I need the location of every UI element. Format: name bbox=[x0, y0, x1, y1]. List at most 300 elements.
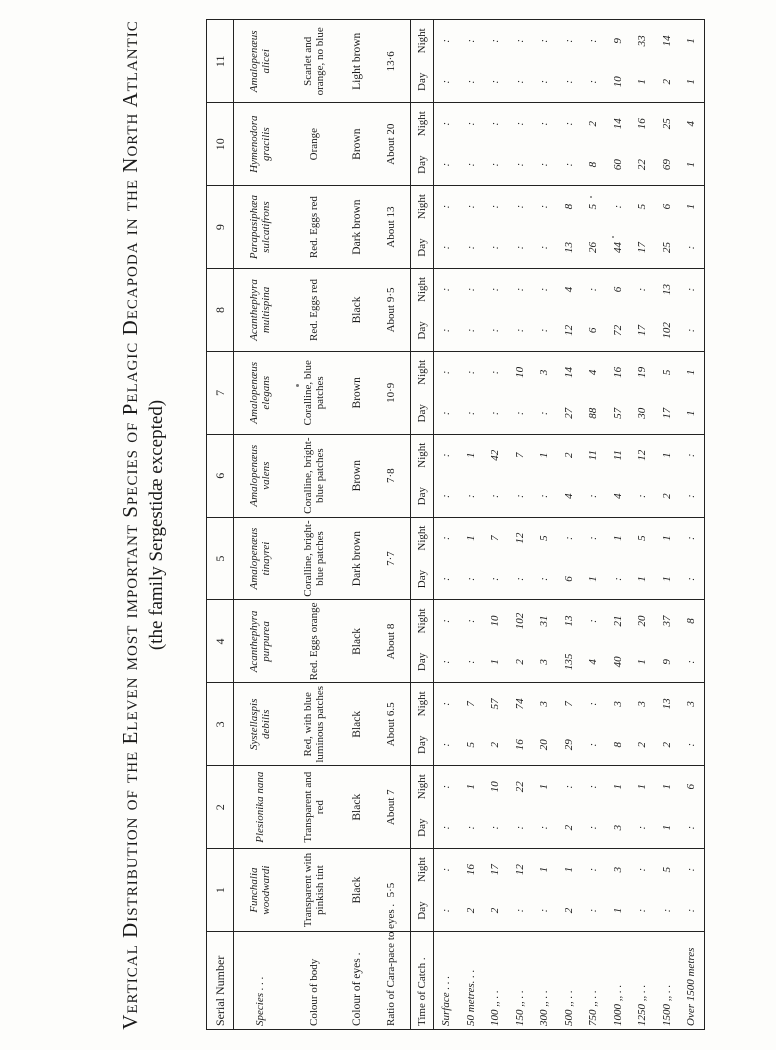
catch-count-cell: : bbox=[464, 287, 477, 292]
catch-count-cell: 69 bbox=[655, 144, 680, 185]
catch-count-cell: : bbox=[532, 559, 557, 600]
catch-count-cell: : bbox=[434, 724, 459, 765]
time-day-cell: Day bbox=[411, 144, 434, 185]
species-eyes-cell: Brown bbox=[342, 103, 372, 186]
species-colour-cell: Coralline, bright-blue patches bbox=[286, 517, 342, 600]
catch-count-cell: 4 bbox=[557, 476, 582, 517]
row-label-time: Time of Catch . bbox=[411, 932, 434, 1030]
catch-count-cell: 2 bbox=[483, 890, 508, 931]
time-night-cell: Night bbox=[411, 269, 434, 310]
catch-count-cell: 2 bbox=[557, 890, 582, 931]
species-serial-cell: 4 bbox=[207, 600, 234, 683]
catch-count-cell: : bbox=[508, 310, 533, 351]
catch-count-cell: 10 bbox=[489, 781, 502, 793]
catch-count-cell: 42 bbox=[489, 449, 502, 461]
catch-count-cell: : bbox=[459, 61, 484, 102]
time-day-cell: Day bbox=[411, 476, 434, 517]
catch-count-cell: 57 bbox=[606, 393, 631, 434]
species-species-cell: Amalopenæus tinayrei bbox=[234, 517, 287, 600]
catch-count-cell: : bbox=[587, 784, 600, 789]
species-colour-cell: Red, with blue luminous patches bbox=[286, 683, 342, 766]
catch-count-cell: : bbox=[464, 121, 477, 126]
catch-count-cell: : bbox=[587, 619, 600, 623]
catch-count-cell: : bbox=[508, 393, 533, 434]
species-ratio-cell: 7·8 bbox=[372, 434, 411, 517]
catch-count-cell: : bbox=[630, 890, 655, 931]
catch-count-cell: 10 bbox=[606, 61, 631, 102]
species-serial-cell: 5 bbox=[207, 517, 234, 600]
catch-count-cell: 8 bbox=[581, 144, 606, 185]
catch-count-cell: 1 bbox=[660, 452, 673, 458]
catch-count-cell: 1 bbox=[685, 203, 698, 210]
catch-count-cell: 5 bbox=[459, 724, 484, 765]
time-day-cell: Day bbox=[411, 227, 434, 268]
catch-count-cell: : bbox=[483, 310, 508, 351]
depth-label: Surface . . . bbox=[440, 975, 453, 1026]
catch-count-cell: : bbox=[562, 536, 575, 540]
species-species-cell: Acanthephyra purpurea bbox=[234, 600, 287, 683]
depth-row bbox=[606, 20, 631, 1030]
catch-count-cell: 14 bbox=[611, 118, 624, 130]
catch-count-cell: : bbox=[434, 310, 459, 351]
catch-count-cell: 7 bbox=[562, 701, 575, 707]
catch-count-cell: 22 bbox=[630, 144, 655, 185]
catch-count-cell: : bbox=[679, 807, 704, 848]
species-colour-cell: Coralline, bright-blue patches bbox=[286, 434, 342, 517]
catch-count-cell: 1 bbox=[611, 783, 624, 790]
catch-count-cell: 12 bbox=[557, 310, 582, 351]
catch-count-cell: 12 bbox=[513, 532, 526, 544]
catch-count-cell: 5 bbox=[636, 203, 649, 210]
species-serial-cell: 11 bbox=[207, 20, 234, 103]
catch-count-cell: : bbox=[434, 890, 459, 931]
species-ratio-cell: 7·7 bbox=[372, 517, 411, 600]
species-colour-cell: Orange bbox=[286, 103, 342, 186]
catch-count-cell: 2 bbox=[483, 724, 508, 765]
catch-count-cell: : bbox=[459, 393, 484, 434]
catch-count-cell: 2 bbox=[557, 807, 582, 848]
species-serial-cell: 1 bbox=[207, 849, 234, 932]
catch-count-cell: 2 bbox=[630, 724, 655, 765]
catch-count-cell: : bbox=[587, 702, 600, 706]
row-label-species: Species . . . bbox=[254, 976, 266, 1026]
catch-count-cell: 20 bbox=[532, 724, 557, 765]
row-label-colour: Colour of body bbox=[308, 958, 320, 1026]
catch-count-cell: 3 bbox=[685, 701, 698, 707]
catch-count-cell: 11 bbox=[611, 450, 624, 461]
catch-count-cell: 135 bbox=[557, 641, 582, 682]
catch-count-cell: 102 bbox=[655, 310, 680, 351]
catch-count-cell: : bbox=[508, 61, 533, 102]
catch-count-cell: 3 bbox=[611, 701, 624, 707]
depth-label: 100 ,, . . bbox=[489, 990, 502, 1026]
catch-count-cell: 8 bbox=[685, 618, 698, 624]
species-species-cell: Hymenodora gracilis bbox=[234, 103, 287, 186]
time-night-cell: Night bbox=[411, 434, 434, 475]
catch-count-cell: : bbox=[440, 784, 453, 789]
catch-count-cell: 7 bbox=[464, 701, 477, 707]
catch-count-cell: 1 bbox=[538, 783, 551, 790]
species-eyes-cell: Light brown bbox=[342, 20, 372, 103]
catch-count-cell: 1 bbox=[581, 559, 606, 600]
species-colour-cell: Red. Eggs red bbox=[286, 186, 342, 269]
catch-count-cell: 16 bbox=[508, 724, 533, 765]
catch-count-cell: 5 bbox=[636, 535, 649, 541]
catch-count-cell: 37 bbox=[660, 615, 673, 627]
catch-count-cell: 17 bbox=[630, 310, 655, 351]
catch-count-cell: : bbox=[581, 724, 606, 765]
catch-count-cell: 19 bbox=[636, 366, 649, 378]
time-night-cell: Night bbox=[411, 186, 434, 227]
catch-count-cell: : bbox=[679, 476, 704, 517]
catch-count-cell: 33 bbox=[636, 35, 649, 47]
catch-count-cell: : bbox=[508, 559, 533, 600]
catch-count-cell: 17 bbox=[630, 227, 655, 268]
species-serial-cell: 8 bbox=[207, 269, 234, 352]
catch-count-cell: : bbox=[679, 227, 704, 268]
catch-count-cell: : bbox=[459, 476, 484, 517]
catch-count-cell: 1 bbox=[685, 369, 698, 376]
catch-count-cell: : bbox=[489, 204, 502, 209]
depth-label: 150 ,, . . bbox=[513, 990, 526, 1026]
colour-row bbox=[286, 20, 342, 1030]
catch-count-cell: 7 bbox=[513, 452, 526, 458]
catch-count-cell: : bbox=[440, 453, 453, 458]
catch-count-cell: : bbox=[440, 370, 453, 375]
catch-count-cell: : bbox=[532, 393, 557, 434]
catch-count-cell: : bbox=[434, 61, 459, 102]
depth-label: Over 1500 metres bbox=[685, 947, 698, 1026]
catch-count-cell: : bbox=[587, 867, 600, 872]
time-night-cell: Night bbox=[411, 103, 434, 144]
catch-count-cell: : bbox=[679, 641, 704, 682]
catch-count-cell: 6 bbox=[581, 310, 606, 351]
catch-count-cell: 1 bbox=[636, 783, 649, 790]
catch-count-cell: 1 bbox=[679, 61, 704, 102]
catch-count-cell: : bbox=[440, 39, 453, 43]
catch-count-cell: : bbox=[464, 370, 477, 375]
catch-count-cell: : bbox=[636, 867, 649, 872]
catch-count-cell: : bbox=[532, 227, 557, 268]
depth-row bbox=[459, 20, 484, 1030]
species-eyes-cell: Black bbox=[342, 766, 372, 849]
catch-count-cell: : bbox=[636, 287, 649, 292]
catch-count-cell: : bbox=[532, 890, 557, 931]
catch-count-cell: 2 bbox=[508, 641, 533, 682]
catch-count-cell: : bbox=[630, 476, 655, 517]
catch-count-cell: : bbox=[587, 39, 600, 43]
species-colour-cell: Red. Eggs orange bbox=[286, 600, 342, 683]
depth-row bbox=[532, 20, 557, 1030]
catch-count-cell: 60 bbox=[606, 144, 631, 185]
catch-count-cell: 25 bbox=[655, 227, 680, 268]
catch-count-cell: 2 bbox=[587, 120, 600, 127]
catch-count-cell: 21 bbox=[611, 615, 624, 627]
catch-count-cell: 1 bbox=[655, 807, 680, 848]
catch-count-cell: : bbox=[587, 536, 600, 540]
catch-count-cell: : bbox=[434, 559, 459, 600]
species-species-cell: Parapasiphæa sulcatifrons bbox=[234, 186, 287, 269]
catch-count-cell: 1 bbox=[685, 38, 698, 44]
time-day-cell: Day bbox=[411, 61, 434, 102]
catch-count-cell: 13 bbox=[660, 698, 673, 710]
catch-count-cell: : bbox=[440, 287, 453, 292]
catch-count-cell: : bbox=[508, 476, 533, 517]
catch-count-cell: : bbox=[581, 61, 606, 102]
catch-count-cell: : bbox=[489, 287, 502, 292]
catch-count-cell: : bbox=[538, 39, 551, 43]
catch-count-cell: : bbox=[489, 370, 502, 375]
species-ratio-cell: About 20 bbox=[372, 103, 411, 186]
catch-count-cell: 13 bbox=[660, 283, 673, 295]
catch-count-cell: : bbox=[581, 890, 606, 931]
species-serial-cell: 7 bbox=[207, 351, 234, 434]
catch-count-cell: 9 bbox=[655, 641, 680, 682]
catch-count-cell: : bbox=[532, 61, 557, 102]
catch-count-cell: : bbox=[685, 536, 698, 540]
catch-count-cell: : bbox=[464, 619, 477, 623]
catch-count-cell: : bbox=[459, 559, 484, 600]
time-day-cell: Day bbox=[411, 890, 434, 931]
catch-count-cell: 2 bbox=[655, 476, 680, 517]
species-eyes-cell: Dark brown bbox=[342, 186, 372, 269]
species-eyes-cell: Black bbox=[342, 269, 372, 352]
catch-count-cell: 1 bbox=[606, 890, 631, 931]
catch-count-cell: : bbox=[562, 784, 575, 789]
species-species-cell: Plesionika nana bbox=[234, 766, 287, 849]
row-label-eyes: Colour of eyes . bbox=[351, 952, 363, 1026]
species-ratio-cell: 10·9 bbox=[372, 351, 411, 434]
time-day-cell: Day bbox=[411, 559, 434, 600]
species-ratio-cell: About 7 bbox=[372, 766, 411, 849]
depth-label: 300 ,, . . bbox=[538, 990, 551, 1026]
catch-count-cell: : bbox=[483, 393, 508, 434]
catch-count-cell: : bbox=[434, 641, 459, 682]
catch-count-cell: : bbox=[587, 287, 600, 292]
catch-count-cell: : bbox=[434, 227, 459, 268]
species-colour-cell: Scarlet and orange, no blue bbox=[286, 20, 342, 103]
catch-count-cell: 3 bbox=[532, 641, 557, 682]
species-species-cell: Systellaspis debilis bbox=[234, 683, 287, 766]
catch-count-cell: 13 bbox=[557, 227, 582, 268]
catch-count-cell: 12 bbox=[513, 864, 526, 876]
time-night-cell: Night bbox=[411, 20, 434, 61]
catch-count-cell: 1 bbox=[464, 452, 477, 458]
catch-count-cell: : bbox=[513, 121, 526, 126]
depth-row bbox=[655, 20, 680, 1030]
catch-count-cell: : bbox=[679, 559, 704, 600]
ratio-row bbox=[372, 20, 411, 1030]
catch-count-cell: : bbox=[508, 890, 533, 931]
catch-count-cell: : bbox=[508, 144, 533, 185]
species-eyes-cell: Dark brown bbox=[342, 517, 372, 600]
species-eyes-cell: Black bbox=[342, 600, 372, 683]
catch-count-cell: : bbox=[679, 890, 704, 931]
species-eyes-cell: Black bbox=[342, 683, 372, 766]
catch-count-cell: : bbox=[459, 807, 484, 848]
time-night-cell: Night bbox=[411, 766, 434, 807]
depth-label: 1250 ,, . . bbox=[636, 984, 649, 1026]
species-species-cell: Amalopenæus alicei bbox=[234, 20, 287, 103]
species-serial-cell: 3 bbox=[207, 683, 234, 766]
catch-count-cell: 6 bbox=[557, 559, 582, 600]
catch-count-cell: 6 bbox=[660, 203, 673, 210]
species-ratio-cell: About 6.5 bbox=[372, 683, 411, 766]
depth-row bbox=[581, 20, 606, 1030]
catch-count-cell: : bbox=[459, 641, 484, 682]
species-eyes-cell: Brown bbox=[342, 434, 372, 517]
catch-count-cell: : bbox=[538, 121, 551, 126]
catch-count-cell: 17 bbox=[655, 393, 680, 434]
rotated-content bbox=[110, 20, 698, 1030]
distribution-table-wrap bbox=[206, 20, 705, 1030]
depth-row bbox=[679, 20, 704, 1030]
catch-count-cell: : bbox=[434, 476, 459, 517]
time-night-cell: Night bbox=[411, 351, 434, 392]
catch-count-cell: : bbox=[483, 476, 508, 517]
catch-count-cell: : bbox=[508, 227, 533, 268]
catch-count-cell: 5 bbox=[587, 203, 600, 210]
catch-count-cell: : bbox=[630, 807, 655, 848]
depth-label: 1000 ,, . . bbox=[611, 984, 624, 1026]
title-block bbox=[110, 20, 188, 1030]
catch-count-cell: : bbox=[513, 287, 526, 292]
catch-count-cell: : bbox=[459, 144, 484, 185]
time-night-cell: Night bbox=[411, 600, 434, 641]
catch-count-cell: 44 bbox=[606, 227, 631, 268]
catch-count-cell: : bbox=[679, 310, 704, 351]
catch-count-cell: : bbox=[655, 890, 680, 931]
catch-count-cell: 26 bbox=[581, 227, 606, 268]
catch-count-cell: : bbox=[440, 204, 453, 209]
catch-count-cell: : bbox=[532, 476, 557, 517]
catch-count-cell: 6 bbox=[685, 783, 698, 790]
catch-count-cell: 57 bbox=[489, 698, 502, 710]
catch-count-cell: 14 bbox=[660, 35, 673, 47]
catch-count-cell: 4 bbox=[581, 641, 606, 682]
catch-count-cell: 4 bbox=[685, 120, 698, 127]
catch-count-cell: : bbox=[508, 807, 533, 848]
catch-count-cell: : bbox=[440, 702, 453, 706]
catch-count-cell: : bbox=[581, 807, 606, 848]
catch-count-cell: 1 bbox=[679, 393, 704, 434]
eyes-row bbox=[342, 20, 372, 1030]
catch-count-cell: 2 bbox=[655, 61, 680, 102]
catch-count-cell: 31 bbox=[538, 615, 551, 627]
catch-count-cell: 16 bbox=[464, 864, 477, 876]
catch-count-cell: : bbox=[459, 310, 484, 351]
page-subtitle: (the family Sergestidæ excepted) bbox=[146, 399, 167, 651]
catch-count-cell: 1 bbox=[630, 559, 655, 600]
catch-count-cell: : bbox=[562, 121, 575, 126]
catch-count-cell: 72 bbox=[606, 310, 631, 351]
species-serial-cell: 9 bbox=[207, 186, 234, 269]
catch-count-cell: 29 bbox=[557, 724, 582, 765]
catch-count-cell: 11 bbox=[587, 450, 600, 461]
species-eyes-cell: Black bbox=[342, 849, 372, 932]
catch-count-cell: 5 bbox=[538, 535, 551, 541]
time-day-cell: Day bbox=[411, 724, 434, 765]
catch-count-cell: 25 bbox=[660, 118, 673, 130]
catch-count-cell: : bbox=[557, 144, 582, 185]
depth-row bbox=[557, 20, 582, 1030]
catch-count-cell: 40 bbox=[606, 641, 631, 682]
catch-count-cell: 1 bbox=[483, 641, 508, 682]
serial-number-row bbox=[207, 20, 234, 1030]
catch-count-cell: : bbox=[434, 807, 459, 848]
catch-count-cell: : bbox=[440, 867, 453, 872]
catch-count-cell: 1 bbox=[464, 535, 477, 541]
catch-count-cell: : bbox=[557, 61, 582, 102]
catch-count-cell: 1 bbox=[679, 144, 704, 185]
depth-label: 500 ,, . . bbox=[562, 990, 575, 1026]
catch-count-cell: 1 bbox=[660, 783, 673, 790]
catch-count-cell: 8 bbox=[562, 203, 575, 210]
species-ratio-cell: 5·5 bbox=[372, 849, 411, 932]
catch-count-cell: : bbox=[562, 39, 575, 43]
catch-count-cell: 1 bbox=[660, 535, 673, 541]
time-night-cell: Night bbox=[411, 517, 434, 558]
time-day-cell: Day bbox=[411, 310, 434, 351]
species-colour-cell: Transparent and red bbox=[286, 766, 342, 849]
species-colour-cell: Red. Eggs red bbox=[286, 269, 342, 352]
catch-count-cell: 3 bbox=[538, 369, 551, 376]
catch-count-cell: : bbox=[489, 121, 502, 126]
catch-count-cell: 3 bbox=[538, 701, 551, 707]
species-colour-cell: Coralline, blue patches bbox=[286, 351, 342, 434]
catch-count-cell: 1 bbox=[464, 783, 477, 790]
species-species-cell: Amalopenæus valens bbox=[234, 434, 287, 517]
time-night-cell: Night bbox=[411, 683, 434, 724]
catch-count-cell: 5 bbox=[660, 369, 673, 376]
catch-count-cell: : bbox=[434, 393, 459, 434]
row-label-ratio: Ratio of Cara-pace to eyes . bbox=[385, 903, 397, 1026]
catch-count-cell: 1 bbox=[630, 641, 655, 682]
catch-count-cell: 12 bbox=[636, 449, 649, 461]
catch-count-cell: 10 bbox=[513, 366, 526, 378]
time-day-cell: Day bbox=[411, 393, 434, 434]
catch-count-cell: 8 bbox=[606, 724, 631, 765]
catch-count-cell: : bbox=[532, 144, 557, 185]
catch-count-cell: 3 bbox=[636, 701, 649, 707]
catch-count-cell: 4 bbox=[562, 286, 575, 293]
depth-row bbox=[434, 20, 459, 1030]
catch-count-cell: : bbox=[440, 619, 453, 623]
catch-count-cell: : bbox=[483, 807, 508, 848]
catch-count-cell: 4 bbox=[606, 476, 631, 517]
time-night-cell: Night bbox=[411, 849, 434, 890]
catch-count-cell: 74 bbox=[513, 698, 526, 710]
catch-count-cell: 16 bbox=[636, 118, 649, 130]
catch-count-cell: : bbox=[513, 204, 526, 209]
distribution-table bbox=[206, 19, 705, 1030]
depth-row bbox=[508, 20, 533, 1030]
catch-count-cell: 17 bbox=[489, 864, 502, 876]
species-colour-cell: Transparent with pinkish tint bbox=[286, 849, 342, 932]
time-row bbox=[411, 20, 434, 1030]
depth-label: 50 metres. . . bbox=[464, 969, 477, 1026]
catch-count-cell: : bbox=[685, 867, 698, 872]
catch-count-cell: : bbox=[532, 310, 557, 351]
catch-count-cell: : bbox=[464, 39, 477, 43]
catch-count-cell: : bbox=[489, 39, 502, 43]
catch-count-cell: : bbox=[611, 204, 624, 209]
species-ratio-cell: About 8 bbox=[372, 600, 411, 683]
catch-count-cell: 1 bbox=[538, 866, 551, 873]
catch-count-cell: 1 bbox=[655, 559, 680, 600]
species-serial-cell: 6 bbox=[207, 434, 234, 517]
species-species-cell: Funchalia woodwardi bbox=[234, 849, 287, 932]
